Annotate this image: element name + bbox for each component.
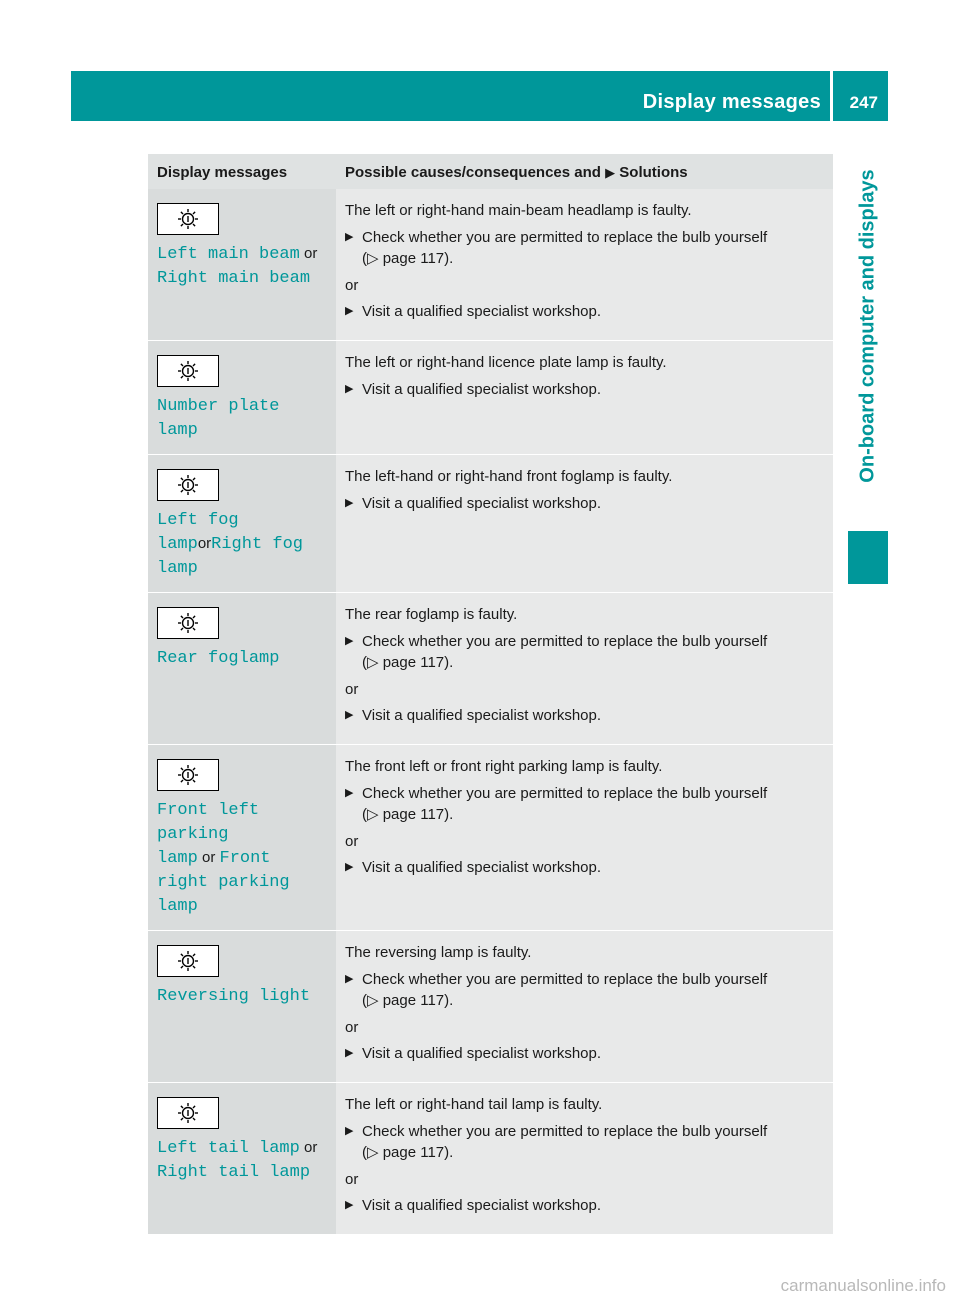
display-messages-table bbox=[148, 154, 833, 1235]
message-text: Front left parking bbox=[157, 801, 260, 844]
play-arrow-icon: ▶ bbox=[345, 383, 354, 395]
step-text: Check whether you are permitted to replace the bulb yourself bbox=[362, 971, 768, 988]
step-text: Visit a qualified specialist workshop. bbox=[362, 707, 602, 724]
step-text: Check whether you are permitted to replace the bulb yourself bbox=[362, 785, 768, 802]
solution-step bbox=[345, 857, 823, 878]
solution-step bbox=[345, 1043, 823, 1064]
col-header-solutions bbox=[336, 154, 833, 189]
solution-cell bbox=[336, 455, 833, 593]
solution-step bbox=[345, 783, 823, 825]
solution-step bbox=[345, 705, 823, 726]
play-arrow-icon: ▶ bbox=[345, 231, 354, 243]
section-side-tab bbox=[848, 121, 888, 531]
cause-text: The left or right-hand main-beam headlamp is faulty. bbox=[345, 202, 692, 219]
display-message-text bbox=[157, 984, 328, 1008]
message-text: Reversing light bbox=[157, 987, 311, 1006]
cause-text: The rear foglamp is faulty. bbox=[345, 606, 518, 623]
message-text: Front bbox=[219, 849, 271, 868]
bulb-fault-icon bbox=[157, 945, 219, 977]
or-text: or bbox=[345, 1171, 359, 1188]
bulb-fault-icon bbox=[157, 759, 219, 791]
message-text: Right tail lamp bbox=[157, 1163, 311, 1182]
solution-step bbox=[345, 301, 823, 322]
side-tab-marker bbox=[848, 531, 888, 584]
bulb-fault-icon bbox=[157, 469, 219, 501]
table-row bbox=[148, 745, 833, 931]
play-arrow-icon: ▶ bbox=[345, 305, 354, 317]
solution-step bbox=[345, 379, 823, 400]
message-separator: or bbox=[299, 1139, 318, 1156]
side-tab-label: On-board computer and displays bbox=[856, 169, 879, 483]
message-text: Left fog bbox=[157, 511, 239, 530]
step-text: Visit a qualified specialist workshop. bbox=[362, 1045, 602, 1062]
message-text: lamp bbox=[157, 535, 198, 554]
play-arrow-icon: ▶ bbox=[345, 787, 354, 799]
page-reference: (▷ page 117). bbox=[362, 992, 454, 1009]
message-cell bbox=[148, 455, 336, 593]
or-text: or bbox=[345, 1019, 359, 1036]
bulb-fault-icon bbox=[157, 1097, 219, 1129]
display-message-text bbox=[157, 394, 328, 442]
play-arrow-icon: ▶ bbox=[345, 1047, 354, 1059]
solution-step bbox=[345, 227, 823, 269]
message-separator: or bbox=[197, 849, 220, 866]
cause-text: The left or right-hand tail lamp is faulty. bbox=[345, 1096, 603, 1113]
table-header-row bbox=[148, 154, 833, 189]
table-row bbox=[148, 931, 833, 1083]
footer-watermark: carmanualsonline.info bbox=[780, 1276, 946, 1295]
message-text: Rear foglamp bbox=[157, 649, 280, 668]
table-row bbox=[148, 593, 833, 745]
play-arrow-icon: ▶ bbox=[345, 635, 354, 647]
solution-cell bbox=[336, 931, 833, 1083]
message-separator: or bbox=[197, 535, 212, 552]
message-cell bbox=[148, 745, 336, 931]
play-arrow-icon: ▶ bbox=[345, 861, 354, 873]
cause-text: The left-hand or right-hand front foglamp is faulty. bbox=[345, 468, 673, 485]
message-text: Number plate lamp bbox=[157, 397, 280, 440]
solution-step bbox=[345, 1195, 823, 1216]
table-row bbox=[148, 1083, 833, 1235]
page-reference: (▷ page 117). bbox=[362, 806, 454, 823]
or-text: or bbox=[345, 681, 359, 698]
solution-step bbox=[345, 1121, 823, 1163]
solution-step bbox=[345, 631, 823, 673]
message-text: lamp bbox=[157, 849, 198, 868]
display-message-text bbox=[157, 508, 328, 580]
page-reference: (▷ page 117). bbox=[362, 1144, 454, 1161]
solution-cell bbox=[336, 745, 833, 931]
display-message-text bbox=[157, 646, 328, 670]
page-number: 247 bbox=[849, 93, 878, 112]
step-text: Check whether you are permitted to replace the bulb yourself bbox=[362, 229, 768, 246]
or-text: or bbox=[345, 277, 359, 294]
display-message-text bbox=[157, 242, 328, 290]
play-arrow-icon: ▶ bbox=[345, 709, 354, 721]
table-row bbox=[148, 455, 833, 593]
display-message-text bbox=[157, 1136, 328, 1184]
message-cell bbox=[148, 341, 336, 455]
step-text: Visit a qualified specialist workshop. bbox=[362, 1197, 602, 1214]
cause-text: The reversing lamp is faulty. bbox=[345, 944, 532, 961]
step-text: Check whether you are permitted to replace the bulb yourself bbox=[362, 1123, 768, 1140]
table-row bbox=[148, 189, 833, 341]
message-text: Left tail lamp bbox=[157, 1139, 300, 1158]
bulb-fault-icon bbox=[157, 607, 219, 639]
message-cell bbox=[148, 1083, 336, 1235]
step-text: Check whether you are permitted to replace the bulb yourself bbox=[362, 633, 768, 650]
play-arrow-icon: ▶ bbox=[345, 497, 354, 509]
step-text: Visit a qualified specialist workshop. bbox=[362, 381, 602, 398]
message-separator: or bbox=[299, 245, 318, 262]
message-text: lamp bbox=[157, 559, 198, 578]
solution-cell bbox=[336, 341, 833, 455]
col-header-display: Display messages bbox=[148, 154, 336, 189]
page-reference: (▷ page 117). bbox=[362, 250, 454, 267]
play-arrow-icon: ▶ bbox=[345, 973, 354, 985]
message-text: right parking lamp bbox=[157, 873, 290, 916]
col-header-solutions-prefix: Possible causes/consequences and bbox=[345, 164, 601, 181]
step-text: Visit a qualified specialist workshop. bbox=[362, 303, 602, 320]
table-row bbox=[148, 341, 833, 455]
step-text: Visit a qualified specialist workshop. bbox=[362, 495, 602, 512]
solution-cell bbox=[336, 1083, 833, 1235]
bulb-fault-icon bbox=[157, 355, 219, 387]
header-divider bbox=[830, 71, 833, 121]
header-title: Display messages bbox=[642, 91, 821, 113]
display-message-text bbox=[157, 798, 328, 918]
page-header bbox=[71, 71, 888, 121]
cause-text: The front left or front right parking lamp is faulty. bbox=[345, 758, 663, 775]
message-text: Right fog bbox=[211, 535, 303, 554]
step-text: Visit a qualified specialist workshop. bbox=[362, 859, 602, 876]
bulb-fault-icon bbox=[157, 203, 219, 235]
solution-step bbox=[345, 969, 823, 1011]
play-arrow-icon: ▶ bbox=[605, 165, 616, 180]
solution-cell bbox=[336, 593, 833, 745]
play-arrow-icon: ▶ bbox=[345, 1125, 354, 1137]
message-cell bbox=[148, 931, 336, 1083]
message-text: Left main beam bbox=[157, 245, 300, 264]
page-reference: (▷ page 117). bbox=[362, 654, 454, 671]
message-cell bbox=[148, 189, 336, 341]
col-header-solutions-suffix: Solutions bbox=[619, 164, 688, 181]
or-text: or bbox=[345, 833, 359, 850]
message-text: Right main beam bbox=[157, 269, 311, 288]
cause-text: The left or right-hand licence plate lamp is faulty. bbox=[345, 354, 667, 371]
play-arrow-icon: ▶ bbox=[345, 1199, 354, 1211]
solution-step bbox=[345, 493, 823, 514]
solution-cell bbox=[336, 189, 833, 341]
message-cell bbox=[148, 593, 336, 745]
